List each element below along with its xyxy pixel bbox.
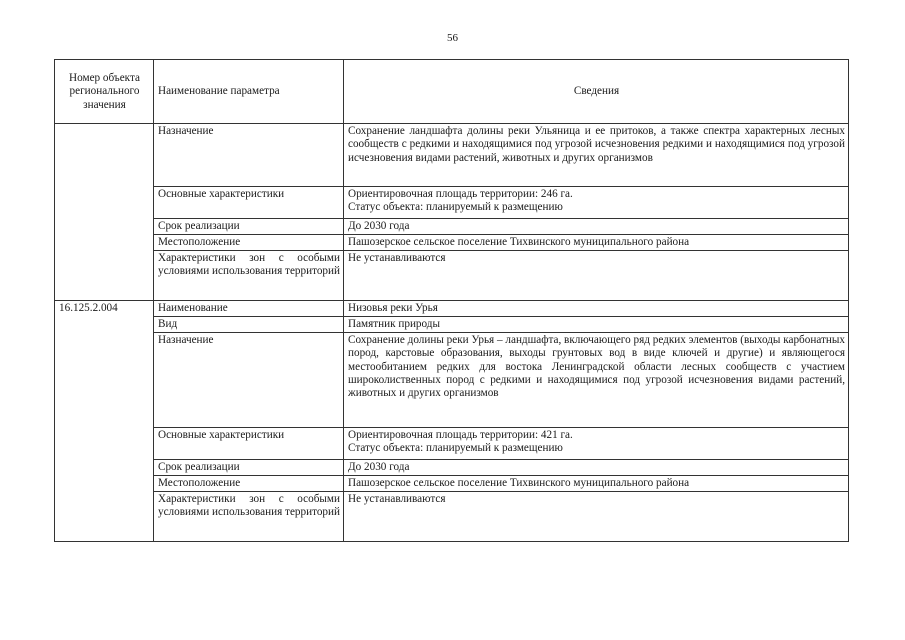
table-row — [55, 333, 849, 428]
param-cell: Срок реализации — [154, 460, 344, 476]
param-cell: Наименование — [154, 301, 344, 317]
object-number-cell: 16.125.2.004 — [55, 301, 154, 542]
param-cell: Основные характеристики — [154, 187, 344, 219]
header-info: Сведения — [344, 60, 849, 124]
value-cell: До 2030 года — [344, 460, 849, 476]
param-cell: Срок реализации — [154, 219, 344, 235]
value-cell: Пашозерское сельское поселение Тихвинского муниципального района — [344, 235, 849, 251]
value-cell — [344, 187, 849, 219]
value-line: Ориентировочная площадь территории: 246 га. — [348, 188, 573, 200]
value-cell: Пашозерское сельское поселение Тихвинского муниципального района — [344, 476, 849, 492]
param-cell: Назначение — [154, 124, 344, 187]
header-object-number: Номер объекта регионального значения — [55, 60, 154, 124]
table-row — [55, 301, 849, 317]
table-row — [55, 476, 849, 492]
table-row — [55, 187, 849, 219]
param-cell: Вид — [154, 317, 344, 333]
table-row — [55, 492, 849, 542]
param-cell: Характеристики зон с особыми условиями использования территорий — [154, 492, 344, 542]
value-cell: Низовья реки Урья — [344, 301, 849, 317]
value-cell: До 2030 года — [344, 219, 849, 235]
value-cell: Сохранение ландшафта долины реки Ульяница и ее притоков, а также спектра характерных лесных сообществ с редкими и находящимися под угрозой исчезновения редкими и находящимися под угрозой исчезновения видами растений, животных и других организмов — [344, 124, 849, 187]
table-row — [55, 460, 849, 476]
value-line: Ориентировочная площадь территории: 421 га. — [348, 429, 573, 441]
param-cell: Назначение — [154, 333, 344, 428]
param-cell: Местоположение — [154, 235, 344, 251]
param-cell: Характеристики зон с особыми условиями использования территорий — [154, 251, 344, 301]
value-line: Статус объекта: планируемый к размещению — [348, 442, 563, 455]
table-row — [55, 219, 849, 235]
value-cell — [344, 428, 849, 460]
page-number: 56 — [447, 32, 458, 44]
value-cell: Не устанавливаются — [344, 251, 849, 301]
value-cell: Не устанавливаются — [344, 492, 849, 542]
table-header-row — [55, 60, 849, 124]
param-cell: Местоположение — [154, 476, 344, 492]
value-line: Статус объекта: планируемый к размещению — [348, 201, 563, 214]
table-row — [55, 235, 849, 251]
table-row — [55, 428, 849, 460]
object-number-cell — [55, 124, 154, 301]
param-cell: Основные характеристики — [154, 428, 344, 460]
value-cell: Сохранение долины реки Урья – ландшафта, включающего ряд редких элементов (выходы карбонатных пород, карстовые образования, выходы грунтовых вод в виде ключей и другие) и являющегося местообитанием редких для востока Ленинградской области лесных сообществ с участием широколиственных пород с редкими и находящимися под угрозой исчезновения видами растений, животных и других организмов — [344, 333, 849, 428]
value-cell: Памятник природы — [344, 317, 849, 333]
header-parameter-name: Наименование параметра — [154, 60, 344, 124]
objects-table — [54, 59, 849, 542]
table-row — [55, 251, 849, 301]
table-row — [55, 317, 849, 333]
table-row — [55, 124, 849, 187]
